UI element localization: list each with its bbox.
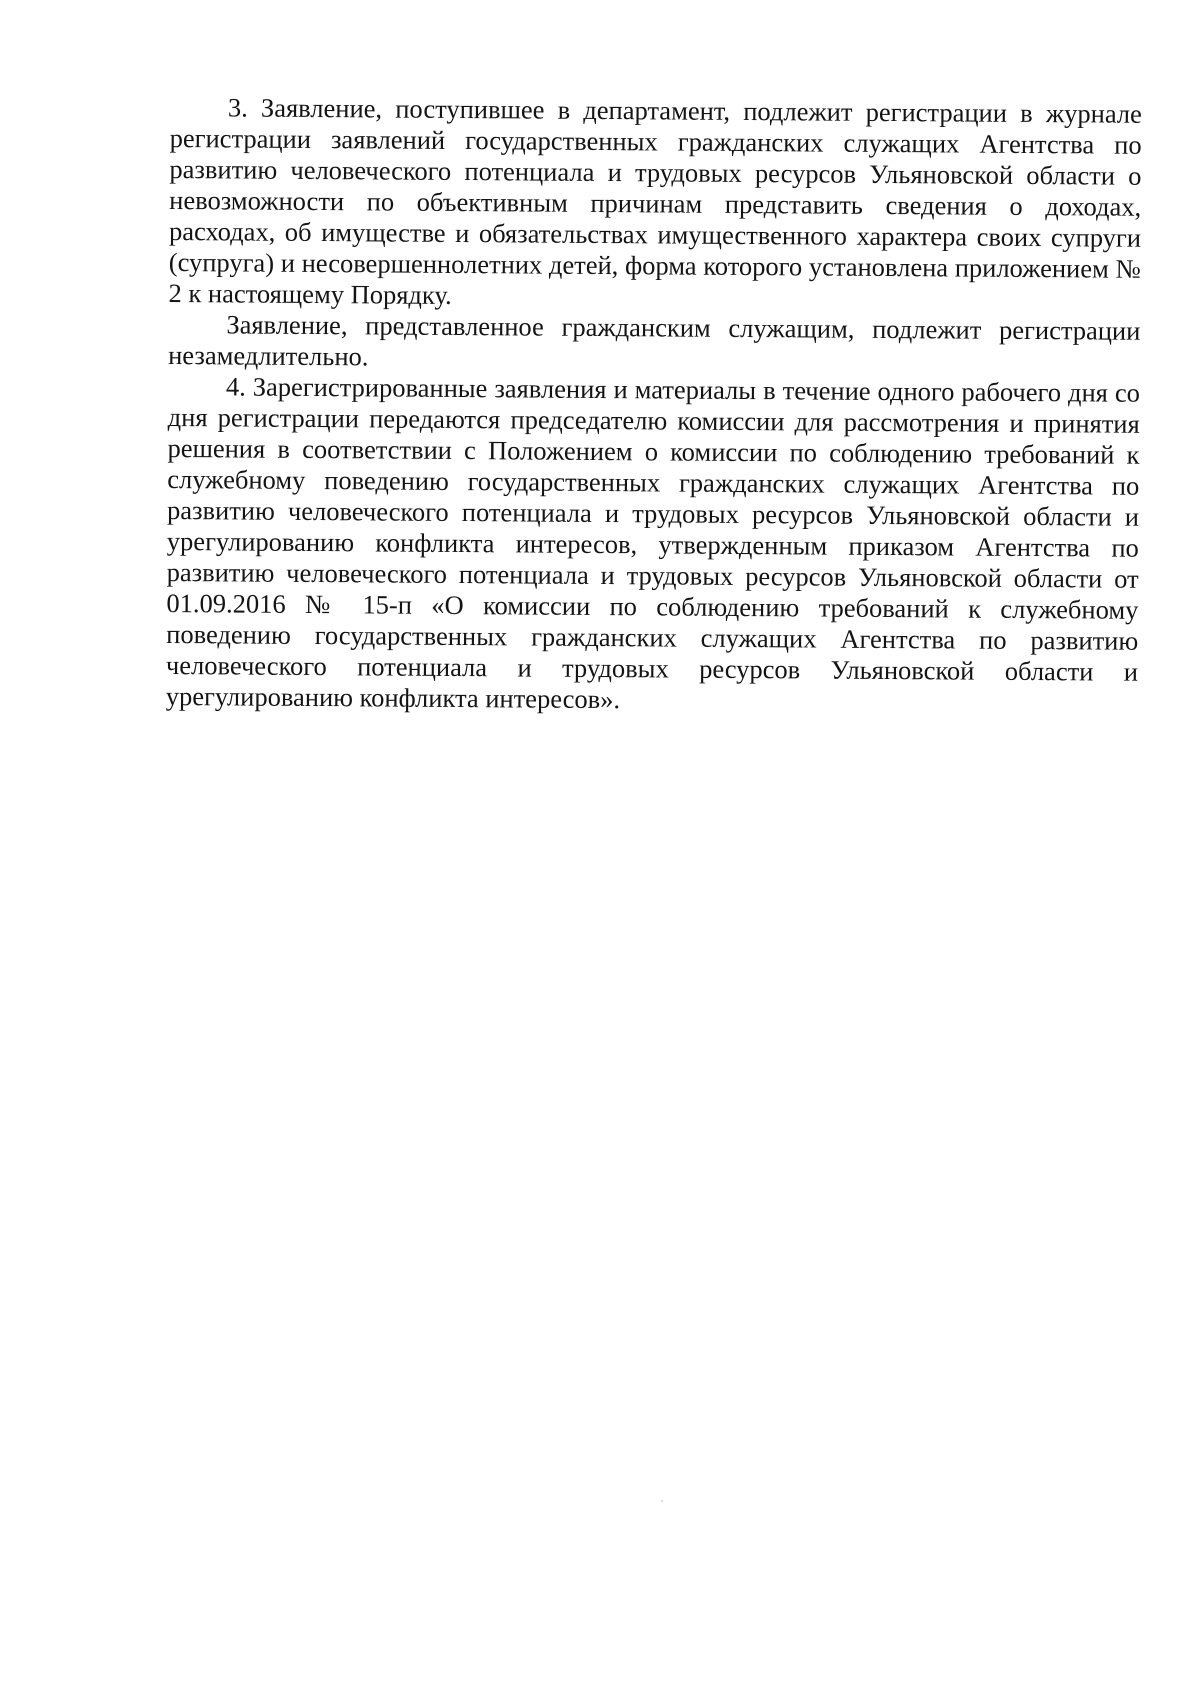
paragraph-item-3-registration: 3. Заявление, поступившее в департамент, подлежит регистрации в журнале регистрации заявлений государственных гражданских служащих Агентства по развитию человеческого потенциала и трудовых ресурсов Ульяновской области о невозможности по объективным причинам представить сведения о доходах, расходах, об имуществе и обязательствах имущественного характера своих супруги (супруга) и несовершеннолетних детей, форма которого установлена приложением № 2 к настоящему Порядку. [168, 92, 1142, 310]
document-body [166, 92, 1142, 719]
paragraph-immediate-registration: Заявление, представленное гражданским служащим, подлежит регистрации незамедлительно. [168, 309, 1141, 372]
scan-artifact [661, 1500, 663, 1502]
paragraph-item-4-transfer: 4. Зарегистрированные заявления и материалы в течение одного рабочего дня со дня регистрации передаются председателю комиссии для рассмотрения и принятия решения в соответствии с Положением о комиссии по соблюдению требований к служебному поведению государственных гражданских служащих Агентства по развитию человеческого потенциала и трудовых ресурсов Ульяновской области и урегулированию конфликта интересов, утвержденным приказом Агентства по развитию человеческого потенциала и трудовых ресурсов Ульяновской области от 01.09.2016 № 15-п «О комиссии по соблюдению требований к служебному поведению государственных гражданских служащих Агентства по развитию человеческого потенциала и трудовых ресурсов Ульяновской области и урегулированию конфликта интересов». [165, 371, 1141, 715]
